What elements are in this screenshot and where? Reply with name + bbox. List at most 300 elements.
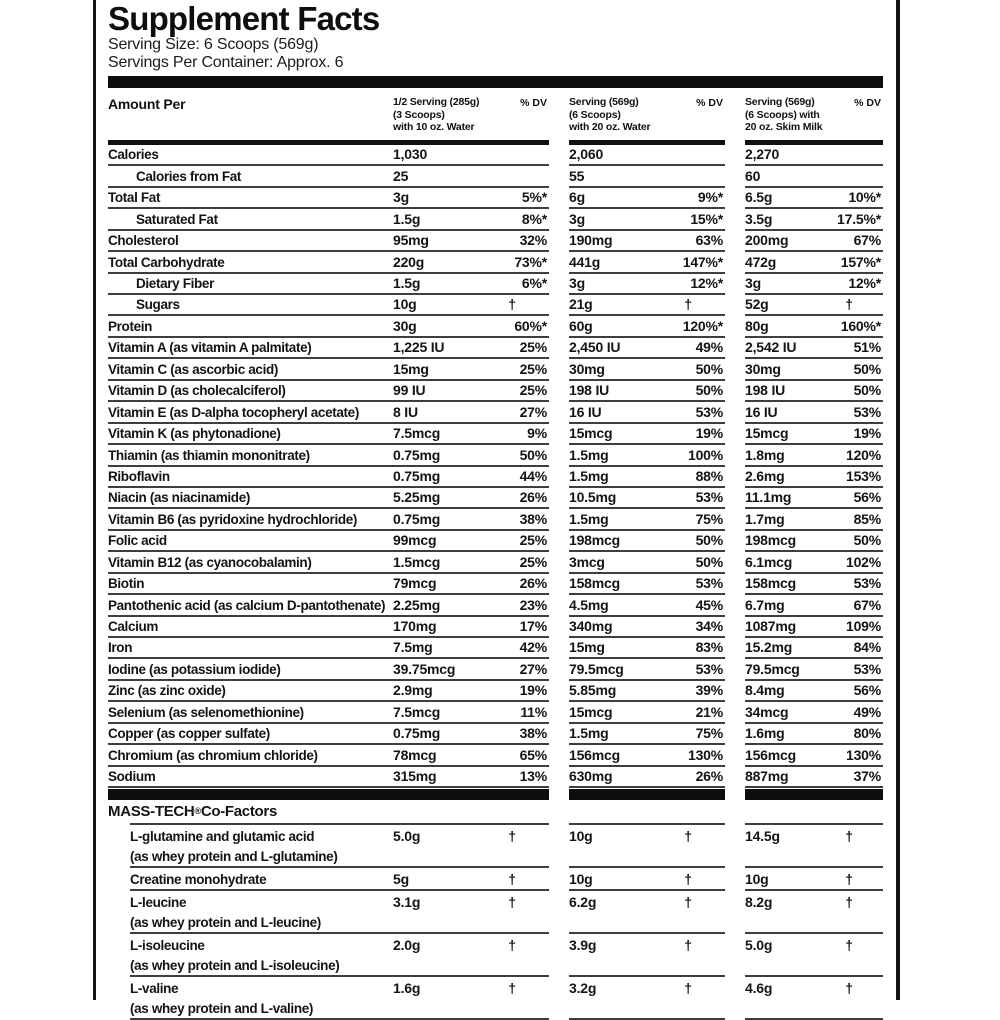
nutrient-label: Biotin bbox=[108, 574, 393, 595]
amount-value: 15mcg bbox=[569, 702, 669, 723]
amount-value: 472g bbox=[745, 252, 833, 273]
amount-value: 3g bbox=[745, 274, 833, 295]
amount-value: 6.1mcg bbox=[745, 552, 833, 573]
table-row bbox=[108, 231, 883, 252]
dv-value: 5%* bbox=[493, 188, 549, 209]
amount-value: 15mcg bbox=[745, 424, 833, 445]
amount-value: 1.5mcg bbox=[393, 552, 493, 573]
dv-header: % DV bbox=[854, 97, 881, 110]
table-row bbox=[108, 445, 883, 466]
cofactor-sublabel: (as whey protein and L-glutamine) bbox=[130, 848, 338, 864]
dv-value: 88% bbox=[669, 467, 725, 488]
table-row bbox=[108, 552, 883, 573]
nutrient-label: Calories bbox=[108, 145, 393, 166]
nutrient-label: Niacin (as niacinamide) bbox=[108, 488, 393, 509]
amount-value: 1,030 bbox=[393, 145, 493, 166]
dv-value: 75% bbox=[669, 509, 725, 530]
amount-value: 6g bbox=[569, 188, 669, 209]
dv-value: 53% bbox=[833, 659, 883, 680]
dv-value bbox=[669, 166, 725, 187]
amount-value: 2.6mg bbox=[745, 467, 833, 488]
cofactor-row bbox=[108, 977, 883, 1020]
dv-value: 56% bbox=[833, 488, 883, 509]
dv-header: % DV bbox=[696, 97, 723, 110]
dv-value: 26% bbox=[493, 488, 549, 509]
amount-value: 0.75mg bbox=[393, 467, 493, 488]
table-header bbox=[108, 96, 883, 134]
serving-size: Serving Size: 6 Scoops (569g) bbox=[108, 36, 319, 53]
cofactor-row bbox=[108, 891, 883, 934]
dv-value: † bbox=[508, 937, 516, 954]
amount-value: 3g bbox=[393, 188, 493, 209]
amount-value: 630mg bbox=[569, 767, 669, 788]
cofactor-sublabel: (as whey protein and L-valine) bbox=[130, 1000, 314, 1016]
amount-value: 2.25mg bbox=[393, 595, 493, 616]
amount-value: 887mg bbox=[745, 767, 833, 788]
dv-value: 38% bbox=[493, 724, 549, 745]
cofactor-label: L-glutamine and glutamic acid bbox=[130, 829, 315, 845]
amount-value: 14.5g bbox=[745, 828, 780, 845]
dv-value bbox=[493, 166, 549, 187]
nutrient-label: Calcium bbox=[108, 617, 393, 638]
amount-value: 3.9g bbox=[569, 937, 597, 954]
dv-value: 44% bbox=[493, 467, 549, 488]
table-row bbox=[108, 188, 883, 209]
cofactor-label: L-valine bbox=[130, 981, 179, 997]
table-row bbox=[108, 681, 883, 702]
cofactors-heading: MASS-TECH ® Co-Factors bbox=[108, 802, 277, 820]
amount-value: 79.5mcg bbox=[569, 659, 669, 680]
amount-value: 3.1g bbox=[393, 894, 421, 911]
dv-value: 102% bbox=[833, 552, 883, 573]
dv-value: 50% bbox=[669, 552, 725, 573]
amount-value: 200mg bbox=[745, 231, 833, 252]
dv-value: 23% bbox=[493, 595, 549, 616]
dv-value: 37% bbox=[833, 767, 883, 788]
amount-value: 6.2g bbox=[569, 894, 597, 911]
table-row bbox=[108, 316, 883, 337]
amount-value: 198mcg bbox=[569, 531, 669, 552]
dv-value: 39% bbox=[669, 681, 725, 702]
amount-value: 340mg bbox=[569, 617, 669, 638]
dv-value: 21% bbox=[669, 702, 725, 723]
nutrient-label: Vitamin B12 (as cyanocobalamin) bbox=[108, 552, 393, 573]
dv-value: 19% bbox=[833, 424, 883, 445]
amount-value: 79mcg bbox=[393, 574, 493, 595]
amount-value: 60 bbox=[745, 166, 833, 187]
dv-value: 25% bbox=[493, 338, 549, 359]
amount-value: 2.0g bbox=[393, 937, 421, 954]
dv-value: 157%* bbox=[833, 252, 883, 273]
dv-value: † bbox=[508, 871, 516, 888]
nutrient-label: Vitamin D (as cholecalciferol) bbox=[108, 381, 393, 402]
amount-value: 8 IU bbox=[393, 402, 493, 423]
cofactor-sublabel: (as whey protein and L-leucine) bbox=[130, 914, 321, 930]
amount-value: 158mcg bbox=[569, 574, 669, 595]
amount-value: 7.5mcg bbox=[393, 424, 493, 445]
dv-value: 10%* bbox=[833, 188, 883, 209]
table-row bbox=[108, 295, 883, 316]
table-row bbox=[108, 595, 883, 616]
table-row bbox=[108, 617, 883, 638]
dv-value: 13% bbox=[493, 767, 549, 788]
dv-value: 53% bbox=[669, 488, 725, 509]
amount-value: 441g bbox=[569, 252, 669, 273]
amount-value: 78mcg bbox=[393, 745, 493, 766]
amount-value: 3.2g bbox=[569, 980, 597, 997]
nutrient-label: Zinc (as zinc oxide) bbox=[108, 681, 393, 702]
amount-value: 3g bbox=[569, 274, 669, 295]
amount-value: 1.8mg bbox=[745, 445, 833, 466]
dv-value: 84% bbox=[833, 638, 883, 659]
amount-value: 5g bbox=[393, 871, 409, 888]
amount-value: 1.6g bbox=[393, 980, 421, 997]
nutrient-label: Vitamin B6 (as pyridoxine hydrochloride) bbox=[108, 509, 393, 530]
servings-per-container: Servings Per Container: Approx. 6 bbox=[108, 53, 344, 71]
dv-value: 12%* bbox=[669, 274, 725, 295]
amount-value: 95mg bbox=[393, 231, 493, 252]
amount-value: 4.5mg bbox=[569, 595, 669, 616]
amount-value: 6.7mg bbox=[745, 595, 833, 616]
amount-value: 1.5mg bbox=[569, 509, 669, 530]
table-row bbox=[108, 338, 883, 359]
dv-value: 120% bbox=[833, 445, 883, 466]
amount-value: 5.0g bbox=[393, 828, 421, 845]
nutrient-label: Protein bbox=[108, 316, 393, 337]
amount-value: 170mg bbox=[393, 617, 493, 638]
amount-value: 15.2mg bbox=[745, 638, 833, 659]
nutrient-label: Vitamin E (as D-alpha tocopheryl acetate) bbox=[108, 402, 393, 423]
dv-value: 73%* bbox=[493, 252, 549, 273]
dv-value bbox=[493, 145, 549, 166]
dv-value: † bbox=[684, 828, 692, 845]
table-row bbox=[108, 381, 883, 402]
dv-value bbox=[669, 145, 725, 166]
column-header-half-serving-water: 1/2 Serving (285g) (3 Scoops) with 10 oz. Water % DV bbox=[393, 96, 547, 134]
dv-value: 50% bbox=[669, 531, 725, 552]
dv-value: † bbox=[508, 894, 516, 911]
amount-value: 198 IU bbox=[745, 381, 833, 402]
table-row bbox=[108, 659, 883, 680]
dv-value: † bbox=[845, 937, 853, 954]
dv-value: 53% bbox=[669, 574, 725, 595]
table-row bbox=[108, 402, 883, 423]
amount-value: 3mcg bbox=[569, 552, 669, 573]
nutrient-label: Riboflavin bbox=[108, 467, 393, 488]
amount-value: 3g bbox=[569, 209, 669, 230]
table-row bbox=[108, 574, 883, 595]
dv-value: 49% bbox=[833, 702, 883, 723]
table-row bbox=[108, 724, 883, 745]
amount-value: 21g bbox=[569, 295, 669, 316]
dv-value: 83% bbox=[669, 638, 725, 659]
amount-value: 7.5mg bbox=[393, 638, 493, 659]
dv-value: 38% bbox=[493, 509, 549, 530]
table-row bbox=[108, 209, 883, 230]
dv-value: 53% bbox=[669, 659, 725, 680]
cofactor-rows bbox=[108, 825, 883, 1020]
cofactors-heading-row bbox=[108, 801, 883, 823]
dv-value: 50% bbox=[833, 531, 883, 552]
cofactor-label: L-isoleucine bbox=[130, 938, 205, 954]
dv-value: † bbox=[684, 894, 692, 911]
amount-value: 220g bbox=[393, 252, 493, 273]
nutrient-label: Vitamin K (as phytonadione) bbox=[108, 424, 393, 445]
amount-value: 1.7mg bbox=[745, 509, 833, 530]
dv-value: 75% bbox=[669, 724, 725, 745]
nutrient-label: Thiamin (as thiamin mononitrate) bbox=[108, 445, 393, 466]
cofactor-row bbox=[108, 868, 883, 891]
dv-value: 50% bbox=[493, 445, 549, 466]
amount-value: 16 IU bbox=[569, 402, 669, 423]
amount-value: 10g bbox=[569, 828, 593, 845]
page-title: Supplement Facts bbox=[108, 0, 380, 37]
table-row bbox=[108, 509, 883, 530]
amount-value: 315mg bbox=[393, 767, 493, 788]
amount-value: 5.0g bbox=[745, 937, 773, 954]
amount-value: 10g bbox=[393, 295, 493, 316]
supplement-facts-label bbox=[93, 0, 900, 1016]
dv-value: 26% bbox=[493, 574, 549, 595]
nutrient-label: Iodine (as potassium iodide) bbox=[108, 659, 393, 680]
dv-value: 25% bbox=[493, 531, 549, 552]
dv-value: 27% bbox=[493, 659, 549, 680]
table-row bbox=[108, 745, 883, 766]
amount-value: 30mg bbox=[569, 359, 669, 380]
amount-value: 1.5mg bbox=[569, 445, 669, 466]
nutrient-rows bbox=[108, 145, 883, 788]
amount-value: 0.75mg bbox=[393, 724, 493, 745]
nutrient-label: Folic acid bbox=[108, 531, 393, 552]
dv-value: 85% bbox=[833, 509, 883, 530]
dv-value: 19% bbox=[669, 424, 725, 445]
dv-value: 25% bbox=[493, 552, 549, 573]
dv-value: 56% bbox=[833, 681, 883, 702]
dv-value: 49% bbox=[669, 338, 725, 359]
dv-value bbox=[833, 166, 883, 187]
dv-value: † bbox=[684, 980, 692, 997]
dv-value: 17.5%* bbox=[833, 209, 883, 230]
amount-value: 198 IU bbox=[569, 381, 669, 402]
amount-value: 10g bbox=[569, 871, 593, 888]
dv-value: 11% bbox=[493, 702, 549, 723]
dv-value: 109% bbox=[833, 617, 883, 638]
amount-value: 7.5mcg bbox=[393, 702, 493, 723]
amount-value: 60g bbox=[569, 316, 669, 337]
amount-value: 52g bbox=[745, 295, 833, 316]
dv-value: 53% bbox=[833, 402, 883, 423]
column-header-serving-water: Serving (569g) (6 Scoops) with 20 oz. Water % DV bbox=[569, 96, 723, 134]
dv-value: 50% bbox=[833, 381, 883, 402]
section-divider-bars bbox=[108, 789, 883, 800]
dv-value: 100% bbox=[669, 445, 725, 466]
table-row bbox=[108, 166, 883, 187]
dv-value: 60%* bbox=[493, 316, 549, 337]
nutrient-label: Pantothenic acid (as calcium D-pantothenate) bbox=[108, 595, 393, 616]
dv-header: % DV bbox=[520, 97, 547, 110]
amount-value: 1.5g bbox=[393, 209, 493, 230]
nutrient-label: Selenium (as selenomethionine) bbox=[108, 702, 393, 723]
nutrient-label: Copper (as copper sulfate) bbox=[108, 724, 393, 745]
amount-value: 1,225 IU bbox=[393, 338, 493, 359]
dv-value: 130% bbox=[669, 745, 725, 766]
dv-value: 63% bbox=[669, 231, 725, 252]
cofactor-row bbox=[108, 825, 883, 868]
cofactor-row bbox=[108, 934, 883, 977]
amount-value: 0.75mg bbox=[393, 509, 493, 530]
dv-value: 50% bbox=[669, 359, 725, 380]
amount-value: 190mg bbox=[569, 231, 669, 252]
dv-value: 26% bbox=[669, 767, 725, 788]
amount-value: 198mcg bbox=[745, 531, 833, 552]
table-row bbox=[108, 531, 883, 552]
amount-value: 99 IU bbox=[393, 381, 493, 402]
amount-value: 15mg bbox=[569, 638, 669, 659]
nutrient-label: Vitamin C (as ascorbic acid) bbox=[108, 359, 393, 380]
amount-value: 2.9mg bbox=[393, 681, 493, 702]
dv-value: 25% bbox=[493, 381, 549, 402]
dv-value: 67% bbox=[833, 595, 883, 616]
amount-value: 156mcg bbox=[569, 745, 669, 766]
table-row bbox=[108, 767, 883, 788]
dv-value: 32% bbox=[493, 231, 549, 252]
amount-value: 8.4mg bbox=[745, 681, 833, 702]
amount-value: 2,542 IU bbox=[745, 338, 833, 359]
table-row bbox=[108, 488, 883, 509]
nutrient-label: Iron bbox=[108, 638, 393, 659]
dv-value: 147%* bbox=[669, 252, 725, 273]
amount-value: 3.5g bbox=[745, 209, 833, 230]
dv-value: 51% bbox=[833, 338, 883, 359]
amount-value: 25 bbox=[393, 166, 493, 187]
dv-value: 45% bbox=[669, 595, 725, 616]
dv-value: 19% bbox=[493, 681, 549, 702]
column-header-serving-skim-milk: Serving (569g) (6 Scoops) with 20 oz. Skim Milk % DV bbox=[745, 96, 881, 134]
amount-value: 1.5g bbox=[393, 274, 493, 295]
dv-value: 50% bbox=[833, 359, 883, 380]
dv-value: † bbox=[833, 295, 883, 316]
amount-value: 2,060 bbox=[569, 145, 669, 166]
table-row bbox=[108, 638, 883, 659]
dv-value: † bbox=[845, 828, 853, 845]
dv-value: † bbox=[493, 295, 549, 316]
amount-value: 1087mg bbox=[745, 617, 833, 638]
dv-value: 12%* bbox=[833, 274, 883, 295]
dv-value: † bbox=[845, 894, 853, 911]
dv-value: 8%* bbox=[493, 209, 549, 230]
dv-value: 160%* bbox=[833, 316, 883, 337]
table-row bbox=[108, 359, 883, 380]
amount-value: 8.2g bbox=[745, 894, 773, 911]
nutrient-label: Calories from Fat bbox=[108, 166, 393, 187]
header-divider-bar bbox=[108, 76, 883, 88]
dv-value: 17% bbox=[493, 617, 549, 638]
cofactor-label: Creatine monohydrate bbox=[130, 872, 267, 888]
table-row bbox=[108, 145, 883, 166]
dv-value: 53% bbox=[833, 574, 883, 595]
amount-value: 1.6mg bbox=[745, 724, 833, 745]
dv-value: † bbox=[508, 980, 516, 997]
dv-value: 27% bbox=[493, 402, 549, 423]
nutrient-label: Sugars bbox=[108, 295, 393, 316]
amount-value: 0.75mg bbox=[393, 445, 493, 466]
amount-value: 15mg bbox=[393, 359, 493, 380]
nutrient-label: Vitamin A (as vitamin A palmitate) bbox=[108, 338, 393, 359]
nutrient-label: Saturated Fat bbox=[108, 209, 393, 230]
dv-value: † bbox=[669, 295, 725, 316]
amount-per-header: Amount Per bbox=[108, 96, 186, 113]
nutrient-label: Cholesterol bbox=[108, 231, 393, 252]
amount-value: 30g bbox=[393, 316, 493, 337]
nutrient-label: Total Fat bbox=[108, 188, 393, 209]
nutrient-label: Total Carbohydrate bbox=[108, 252, 393, 273]
amount-value: 80g bbox=[745, 316, 833, 337]
table-row bbox=[108, 274, 883, 295]
dv-value: 9% bbox=[493, 424, 549, 445]
dv-value: † bbox=[508, 828, 516, 845]
dv-value: 34% bbox=[669, 617, 725, 638]
dv-value: 42% bbox=[493, 638, 549, 659]
dv-value: 15%* bbox=[669, 209, 725, 230]
dv-value bbox=[833, 145, 883, 166]
dv-value: 67% bbox=[833, 231, 883, 252]
amount-value: 15mcg bbox=[569, 424, 669, 445]
amount-value: 6.5g bbox=[745, 188, 833, 209]
amount-value: 4.6g bbox=[745, 980, 773, 997]
amount-value: 79.5mcg bbox=[745, 659, 833, 680]
dv-value: 153% bbox=[833, 467, 883, 488]
amount-value: 34mcg bbox=[745, 702, 833, 723]
amount-value: 30mg bbox=[745, 359, 833, 380]
dv-value: † bbox=[684, 937, 692, 954]
table-row bbox=[108, 424, 883, 445]
table-row bbox=[108, 702, 883, 723]
table-row bbox=[108, 467, 883, 488]
amount-value: 2,450 IU bbox=[569, 338, 669, 359]
dv-value: † bbox=[845, 980, 853, 997]
dv-value: 6%* bbox=[493, 274, 549, 295]
amount-value: 16 IU bbox=[745, 402, 833, 423]
dv-value: 53% bbox=[669, 402, 725, 423]
amount-value: 1.5mg bbox=[569, 724, 669, 745]
dv-value: † bbox=[845, 871, 853, 888]
amount-value: 10g bbox=[745, 871, 769, 888]
table-row bbox=[108, 252, 883, 273]
cofactor-label: L-leucine bbox=[130, 895, 187, 911]
amount-value: 156mcg bbox=[745, 745, 833, 766]
nutrient-label: Dietary Fiber bbox=[108, 274, 393, 295]
amount-value: 5.25mg bbox=[393, 488, 493, 509]
dv-value: † bbox=[684, 871, 692, 888]
amount-value: 5.85mg bbox=[569, 681, 669, 702]
amount-value: 2,270 bbox=[745, 145, 833, 166]
amount-value: 39.75mcg bbox=[393, 659, 493, 680]
nutrient-label: Sodium bbox=[108, 767, 393, 788]
amount-value: 1.5mg bbox=[569, 467, 669, 488]
amount-value: 10.5mg bbox=[569, 488, 669, 509]
dv-value: 80% bbox=[833, 724, 883, 745]
amount-value: 99mcg bbox=[393, 531, 493, 552]
dv-value: 130% bbox=[833, 745, 883, 766]
amount-value: 158mcg bbox=[745, 574, 833, 595]
dv-value: 65% bbox=[493, 745, 549, 766]
dv-value: 9%* bbox=[669, 188, 725, 209]
amount-value: 11.1mg bbox=[745, 488, 833, 509]
dv-value: 50% bbox=[669, 381, 725, 402]
amount-value: 55 bbox=[569, 166, 669, 187]
cofactor-sublabel: (as whey protein and L-isoleucine) bbox=[130, 957, 340, 973]
nutrient-label: Chromium (as chromium chloride) bbox=[108, 745, 393, 766]
